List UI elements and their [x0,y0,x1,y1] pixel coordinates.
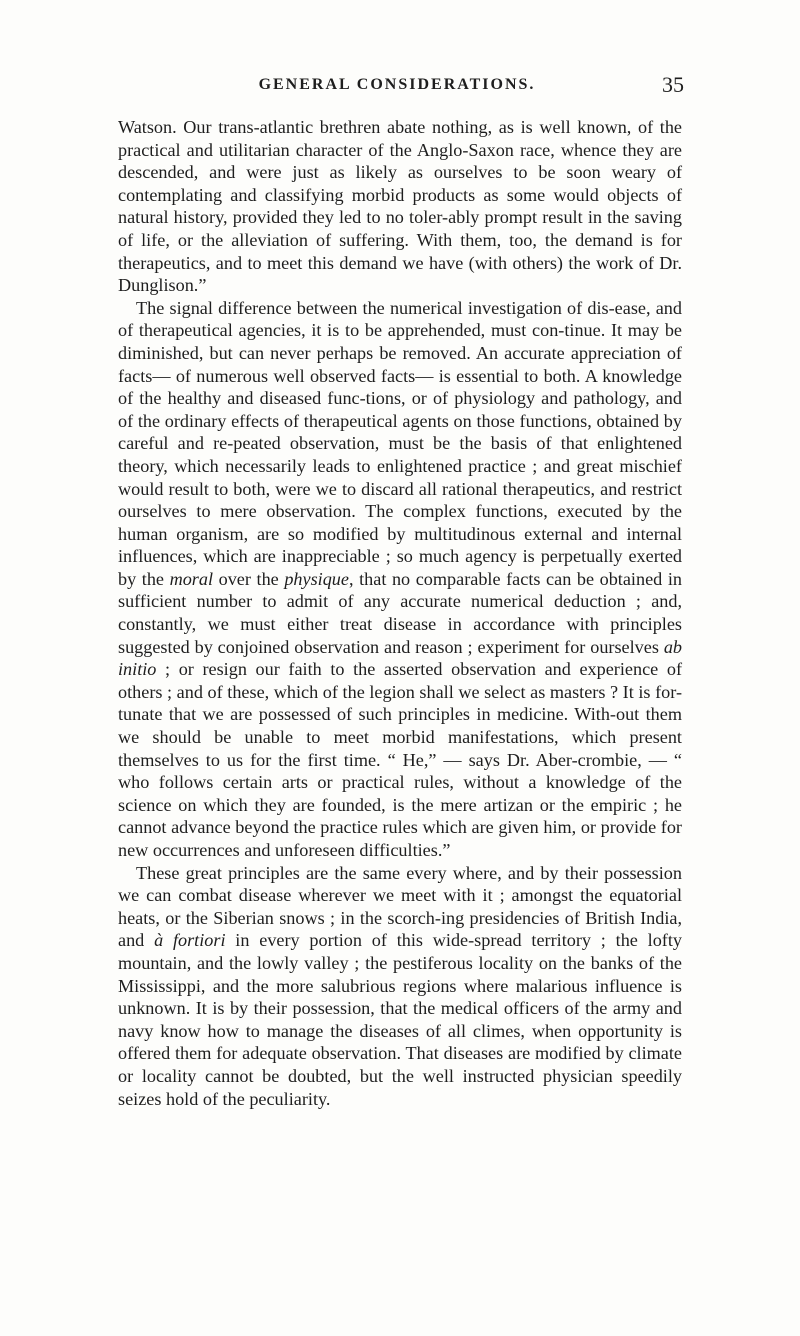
text-run: over the [213,568,285,589]
text-run: ; or resign our faith to the asserted observation and experience of others ; and of these, which of the legion shall we select as masters ? It is for-tunate that we are possessed of such principles in medicine. With-out them we should be unable to meet morbid manifestations, which present themselves to us for the first time. “ He,” — says Dr. Aber-crombie, — “ who follows certain arts or practical rules, without a knowledge of the science on which they are founded, is the mere artizan or the empiric ; he cannot advance beyond the practice rules which are given him, or provide for new occurrences and unforeseen difficulties.” [118,659,682,860]
italic-term-moral: moral [169,568,214,589]
text-run: , that no comparable facts can be obtained in sufficient number to admit of any accurate numerical deduction ; and, constantly, we must either treat disease in accordance with principles suggested by conjoined observation and reason ; experiment for ourselves [118,568,682,657]
italic-term-a-fortiori: à fortiori [154,930,226,951]
running-title: GENERAL CONSIDERATIONS. [258,76,536,93]
italic-term-ab-initio: ab initio [118,636,682,680]
paragraph-continuation [118,116,682,297]
text-run: The signal difference between the numerical investigation of dis-ease, and of therapeutical agencies, it is to be apprehended, must con-tinue. It may be diminished, but can never perhaps be removed. An accurate appreciation of facts— of numerous well observed facts— is essential to both. A knowledge of the healthy and diseased func-tions, or of physiology and pathology, and of the ordinary effects of therapeutical agents on those functions, obtained by careful and re-peated observation, must be the basis of that enlightened theory, which necessarily leads to enlightened practice ; and great mischief would result to both, were we to discard all rational therapeutics, and restrict ourselves to mere observation. The complex functions, executed by the human organism, are so modified by multitudinous external and internal influences, which are inappreciable ; so much agency is perpetually exerted by the [118,297,682,589]
text-run: These great principles are the same every where, and by their possession we can combat disease wherever we meet with it ; amongst the equatorial heats, or the Siberian snows ; in the scorch-ing presidencies of British India, and [118,862,682,951]
page-number: 35 [662,72,684,97]
italic-term-physique: physique [284,568,349,589]
running-head [112,72,682,102]
text-run: in every portion of this wide-spread territory ; the lofty mountain, and the lowly valley ; the pestiferous locality on the banks of the Mississippi, and the more salubrious regions where malarious influence is unknown. It is by their possession, that the medical officers of the army and navy know how to manage the diseases of all climes, when opportunity is offered them for adequate observation. That diseases are modified by climate or locality cannot be doubted, but the well instructed physician speedily seizes hold of the peculiarity. [118,930,683,1109]
paragraph-numerical-investigation [118,297,682,862]
paragraph-great-principles [118,862,682,1111]
text-run: Watson. Our trans-atlantic brethren abate nothing, as is well known, of the practical and utilitarian character of the Anglo-Saxon race, whence they are descended, and were just as likely as ourselves to be soon weary of contemplating and classifying morbid products as some would objects of natural history, provided they led to no toler-ably prompt result in the saving of life, or the alleviation of suffering. With them, too, the demand is for therapeutics, and to meet this demand we have (with others) the work of Dr. Dunglison.” [118,117,682,296]
body-text [118,116,682,1110]
